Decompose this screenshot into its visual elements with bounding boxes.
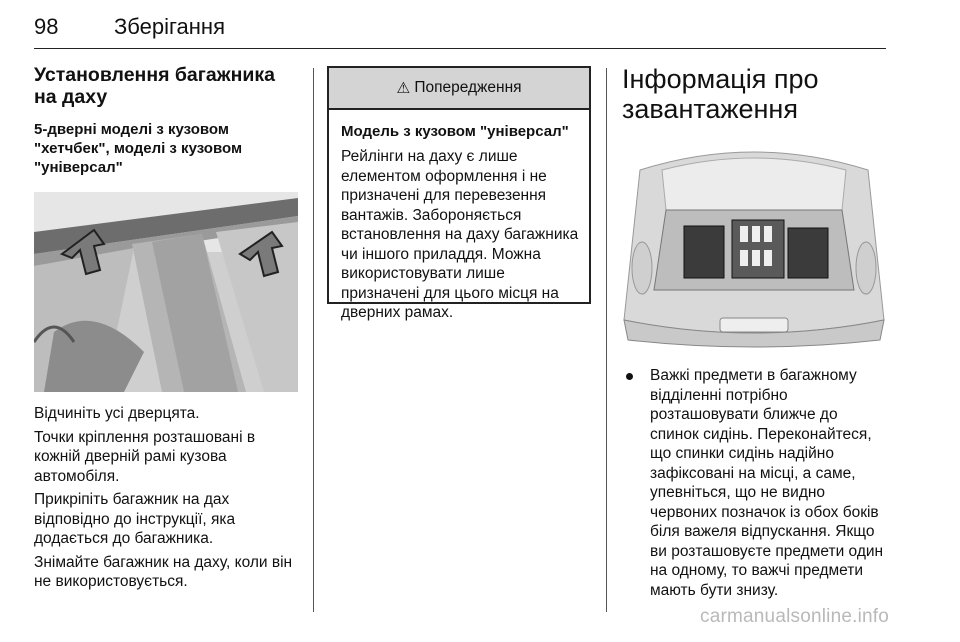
section-heading: Інформація про завантаження (622, 64, 819, 124)
paragraph: Прикріпіть багажник на дах відповідно до інструкції, яка додається до багажника. (34, 491, 236, 547)
paragraph: Точки кріплення розташовані в кожній дверній рамі кузова автомобіля. (34, 428, 256, 485)
list-item (622, 366, 888, 600)
right-column (622, 64, 888, 124)
page-header (34, 8, 886, 49)
column-divider (606, 68, 607, 612)
warning-text: Рейлінги на даху є лише елементом оформлення і не призначені для перевезення вантажів. Забороняється встановлення на даху багажника чи іншого приладдя. Можна використовувати лише призначені для цього місця на дверних рамах. (341, 148, 579, 321)
paragraph: Знімайте багажник на даху, коли він не використовується. (34, 553, 293, 590)
warning-icon: ⚠ (396, 79, 411, 97)
loaded-trunk-illustration (622, 140, 886, 354)
paragraph: Відчиніть усі дверцята. (34, 405, 200, 422)
bullet-icon (626, 373, 633, 380)
roof-rail-mounting-points-illustration (34, 192, 298, 392)
left-column (34, 64, 302, 189)
section-heading: Установлення багажника на даху (34, 64, 275, 108)
warning-box (327, 66, 591, 321)
bullet-text: Важкі предмети в багажному відділенні потрібно розташовувати ближче до спинок сидінь. Переконайтеся, що спинки сидінь надійно зафіксовані на місці, а саме, упевніться, що не видно червоних позначок із обох боків біля важеля відпускання. Якщо ви розташовуєте предмети один на одному, то важчі предмети мають бути знизу. (650, 367, 884, 599)
watermark: carmanualsonline.info (700, 606, 890, 627)
section-title: Зберігання (114, 14, 225, 39)
left-body (34, 404, 302, 596)
warning-title: Попередження (414, 79, 522, 96)
warning-header (329, 68, 589, 110)
section-subheading: 5-дверні моделі з кузовом "хетчбек", моделі з кузовом "універсал" (34, 121, 243, 176)
page-number: 98 (34, 14, 59, 39)
column-divider (313, 68, 314, 612)
warning-subheading: Модель з кузовом "універсал" (341, 123, 569, 140)
